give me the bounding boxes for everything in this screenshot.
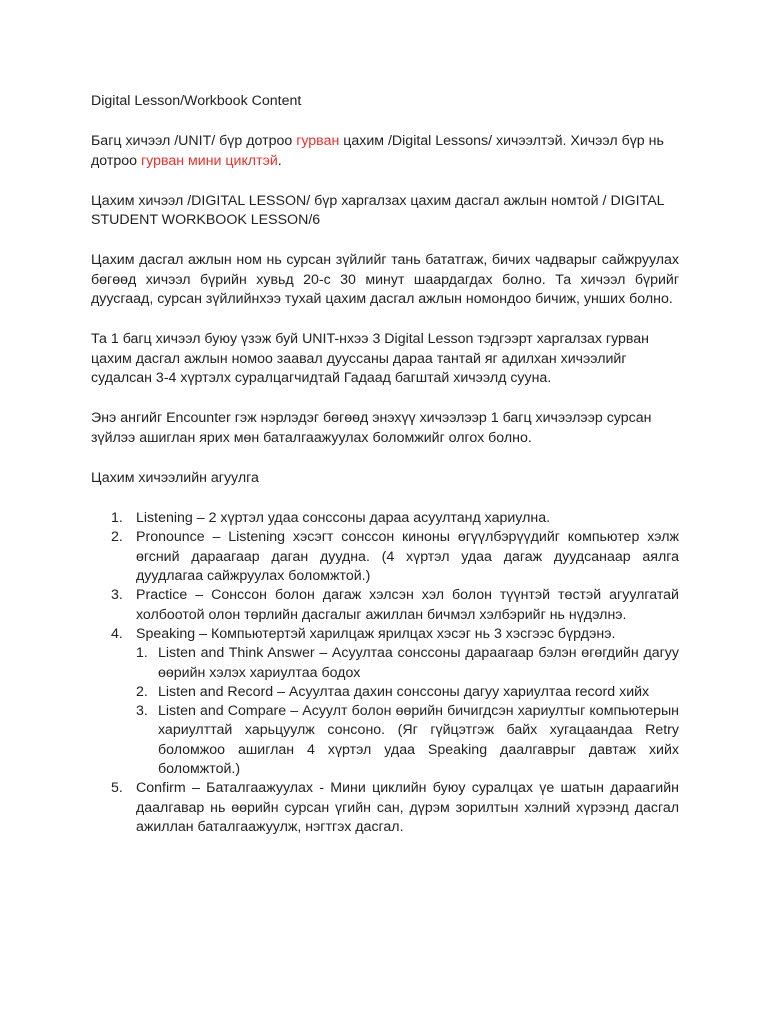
p1-highlight-three: гурван bbox=[296, 133, 340, 150]
term-speaking: Speaking bbox=[427, 741, 488, 758]
paragraph-unit-intro bbox=[91, 132, 679, 171]
p2-term-workbook: DIGITAL STUDENT WORKBOOK LESSON/6 bbox=[91, 192, 665, 229]
paragraph-digital-lesson bbox=[91, 192, 679, 231]
list-item-listening bbox=[91, 509, 679, 528]
document-page bbox=[91, 92, 679, 837]
term-record: record bbox=[574, 683, 616, 700]
list-number: 2. bbox=[111, 529, 123, 546]
item-text: хэсэгт сонсcон киноны өгүүлбэрүүдийг компьютер хэлж өгсний дараагаар даган дуудна. (4 хүртэл удаа дагаж дуудсанаар аялга дуудлагаа сайжруулах боломжтой.) bbox=[136, 529, 679, 585]
item-text-mid: – bbox=[204, 529, 229, 546]
sub-item-text: – Асуулт болон өөрийн бичигдсэн хариултыг компьютерын хариулттай харьцуулж сонсоно. (Яг гүйцэтгэж байх хугацаандаа bbox=[158, 703, 680, 739]
list-number: 1. bbox=[111, 510, 123, 527]
term-listening: Listening bbox=[228, 529, 286, 546]
sublist-item-listen-compare bbox=[136, 702, 679, 779]
sublist-number: 2. bbox=[136, 683, 148, 700]
p2-text-a: Цахим хичээл / bbox=[91, 192, 192, 209]
term-listen-record: Listen and Record bbox=[158, 683, 274, 700]
sublist-item-listen-record bbox=[136, 683, 679, 702]
document-title: Digital Lesson/Workbook Content bbox=[91, 93, 302, 109]
sublist-number: 1. bbox=[136, 645, 148, 662]
term-listening: Listening bbox=[136, 510, 193, 527]
term-retry: Retry bbox=[645, 722, 679, 739]
list-item-practice bbox=[91, 586, 679, 625]
list-item-pronounce bbox=[91, 528, 679, 586]
item-text: – 2 хүртэл удаа сонсcоны дараа асуултанд хариулна. bbox=[192, 510, 551, 527]
term-confirm: Confirm bbox=[136, 780, 186, 797]
term-practice: Practice bbox=[136, 587, 188, 604]
list-item-confirm bbox=[91, 779, 679, 837]
p1-text-b: цахим /Digital Lessons/ хичээлтэй. Хичээл бүр нь дотроо bbox=[91, 133, 664, 169]
term-listen-think-answer: Listen and Think Answer bbox=[158, 645, 315, 662]
p4-text-a: Та 1 багц хичээл буюу үзэж буй bbox=[91, 331, 303, 348]
sub-item-text-2: хийх bbox=[615, 683, 650, 700]
sub-item-text-3: даалгаврыг давтаж хийх боломжтой.) bbox=[158, 741, 679, 778]
sub-item-text: – Асуултаа дахин сонсcоны дагуу хариултаа bbox=[273, 683, 575, 700]
p1-text-a: Багц хичээл /UNIT/ бүр дотроо bbox=[91, 133, 297, 150]
sublist-item-listen-think bbox=[136, 644, 679, 683]
p1-text-c: . bbox=[277, 152, 282, 169]
term-pronounce: Pronounce bbox=[136, 529, 205, 546]
paragraph-workbook-description: Цахим дасгал ажлын ном нь сурсан зүйлийг тань бататгаж, бичих чадварыг сайжруулах бөгөөд хичээл бүрийн хувьд 20-с 30 минут шаардагдах болно. Та хичээл бүрийг дуусгаад, сурсан зүйлийнхээ тухай цахим дасгал ажлын номондоо бичиж, унших болно. bbox=[91, 252, 679, 308]
list-number: 4. bbox=[111, 625, 123, 642]
item-text: – Компьютертэй харилцаж ярилцах хэсэг нь 3 хэсгээс бүрдэнэ. bbox=[195, 625, 616, 642]
p1-highlight-mini-cycles: гурван мини циклтэй bbox=[140, 152, 278, 169]
paragraph-unit-completion bbox=[91, 330, 679, 388]
list-item-speaking bbox=[91, 625, 679, 779]
term-listen-compare: Listen and Compare bbox=[158, 703, 287, 720]
paragraph-encounter: Энэ ангийг Encounter гэж нэрлэдэг бөгөөд энэхүү хичээлээр 1 багц хичээлээр сурсан зүйлээ ашиглан ярих мөн баталгаажуулах боломжийг олгох болно. bbox=[91, 410, 652, 446]
item-text: – Сонсcон болон дагаж хэлсэн хэл болон түүнтэй төстэй агуулгатай холбоотой олон төрлийн дасгалыг ажиллан бичмэл хэлбэрийг нь нүдэлнэ. bbox=[136, 587, 679, 623]
p4-text-e: тэдгээрт харгалзах гурван цахим дасгал ажлын номоо заавал дуусcаны дараа тантай яг адилхан хичээлийг судалсан 3-4 хүртэлх суралцагчидтай Гадаад багштай хичээлд сууна. bbox=[91, 331, 650, 386]
p2-text-c: / бүр харгалзах цахим дасгал ажлын номтой / bbox=[306, 192, 611, 209]
term-speaking: Speaking bbox=[136, 625, 196, 642]
sub-item-text-2: боломжоо ашиглан 4 хүртэл удаа bbox=[158, 741, 428, 758]
p4-term-digital-lesson: Digital Lesson bbox=[384, 331, 474, 348]
p2-term-digital-lesson: DIGITAL LESSON bbox=[191, 192, 307, 209]
list-number: 5. bbox=[111, 780, 123, 797]
lesson-contents-list bbox=[91, 509, 679, 837]
list-number: 3. bbox=[111, 587, 123, 604]
sublist-number: 3. bbox=[136, 703, 148, 720]
sub-item-text: – Асуултаа сонсcоны дараагаар бэлэн өгөгдийн дагуу өөрийн хэлэх хариултаа бодох bbox=[158, 645, 679, 681]
section-heading-contents: Цахим хичээлийн агуулга bbox=[91, 469, 259, 486]
speaking-sublist bbox=[136, 644, 679, 779]
item-text: – Баталгаажуулах - Мини циклийн буюу суралцах үе шатын дараагийн даалгавар нь өөрийн сурсан үгийн сан, дүрэм зорилтын хэлний хүрээнд дасгал ажиллан баталгаажуулж, нэгтгэх дасгал. bbox=[136, 780, 679, 835]
p4-text-c: -нхээ 3 bbox=[334, 331, 385, 348]
p4-term-unit: UNIT bbox=[302, 331, 335, 348]
